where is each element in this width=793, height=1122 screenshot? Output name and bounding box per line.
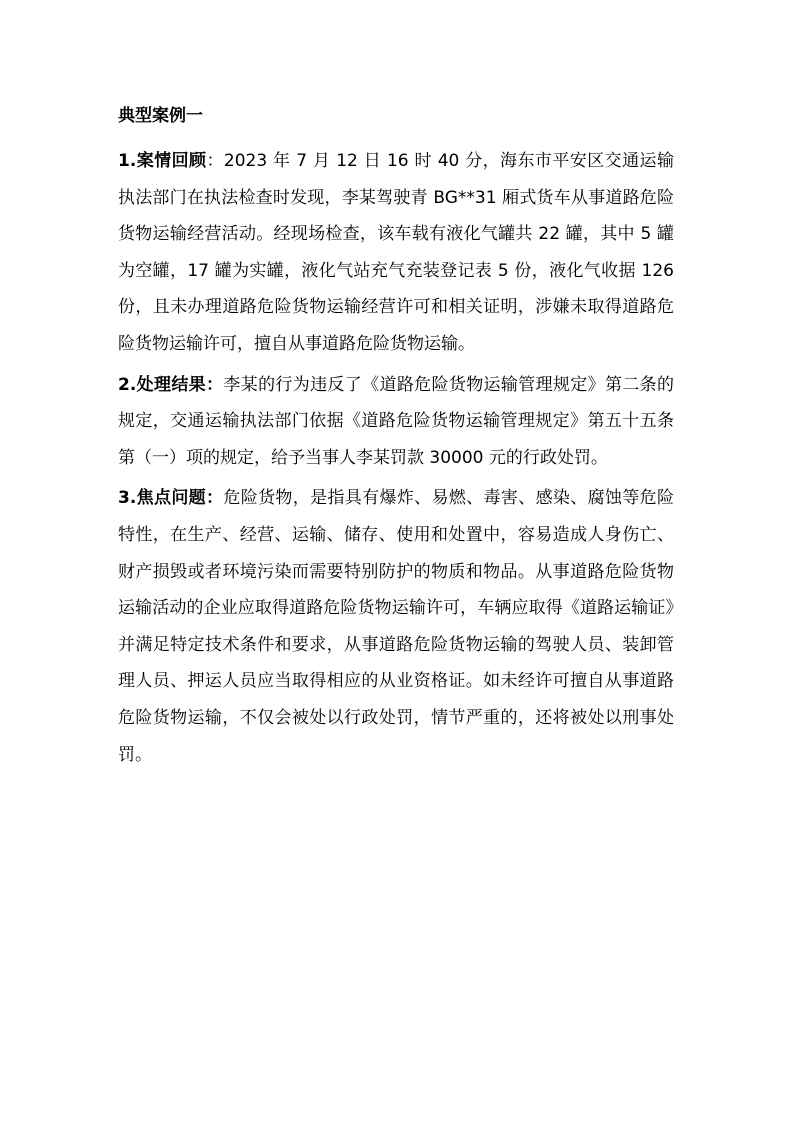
section-text: 2023 年 7 月 12 日 16 时 40 分，海东市平安区交通运输执法部门在执法检查时发现，李某驾驶青 BG**31 厢式货车从事道路危险货物运输经营活动。经现场检查，该车载有液化气罐共 22 罐，其中 5 罐为空罐，17 罐为实罐，液化气站充气充装登记表 5 份，液化气收据 126 份，且未办理道路危险货物运输经营许可和相关证明，涉嫌未取得道路危险货物运输许可，擅自从事道路危险货物运输。 (118, 151, 674, 354)
case-title: 典型案例一 (118, 106, 203, 126)
section-focus-issue (118, 480, 674, 773)
label-separator: ： (206, 374, 224, 395)
section-label: 3.焦点问题 (118, 488, 207, 509)
section-paragraph (118, 143, 674, 363)
document-page (118, 104, 674, 773)
section-case-review (118, 143, 674, 363)
section-text: 危险货物，是指具有爆炸、易燃、毒害、感染、腐蚀等危险特性，在生产、经营、运输、储存、使用和处置中，容易造成人身伤亡、财产损毁或者环境污染而需要特别防护的物质和物品。从事道路危险货物运输活动的企业应取得道路危险货物运输许可，车辆应取得《道路运输证》并满足特定技术条件和要求，从事道路危险货物运输的驾驶人员、装卸管理人员、押运人员应当取得相应的从业资格证。如未经许可擅自从事道路危险货物运输，不仅会被处以行政处罚，情节严重的，还将被处以刑事处罚。 (118, 488, 675, 765)
section-text: 李某的行为违反了《道路危险货物运输管理规定》第二条的规定，交通运输执法部门依据《道路危险货物运输管理规定》第五十五条第（一）项的规定，给予当事人李某罚款 30000 元的行政处罚。 (118, 374, 675, 468)
section-handling-result (118, 367, 674, 477)
label-separator: ： (206, 151, 224, 171)
section-paragraph (118, 367, 674, 477)
label-separator: ： (206, 488, 224, 509)
section-label: 2.处理结果 (118, 374, 207, 395)
section-paragraph (118, 480, 674, 773)
section-label: 1.案情回顾 (118, 151, 207, 171)
